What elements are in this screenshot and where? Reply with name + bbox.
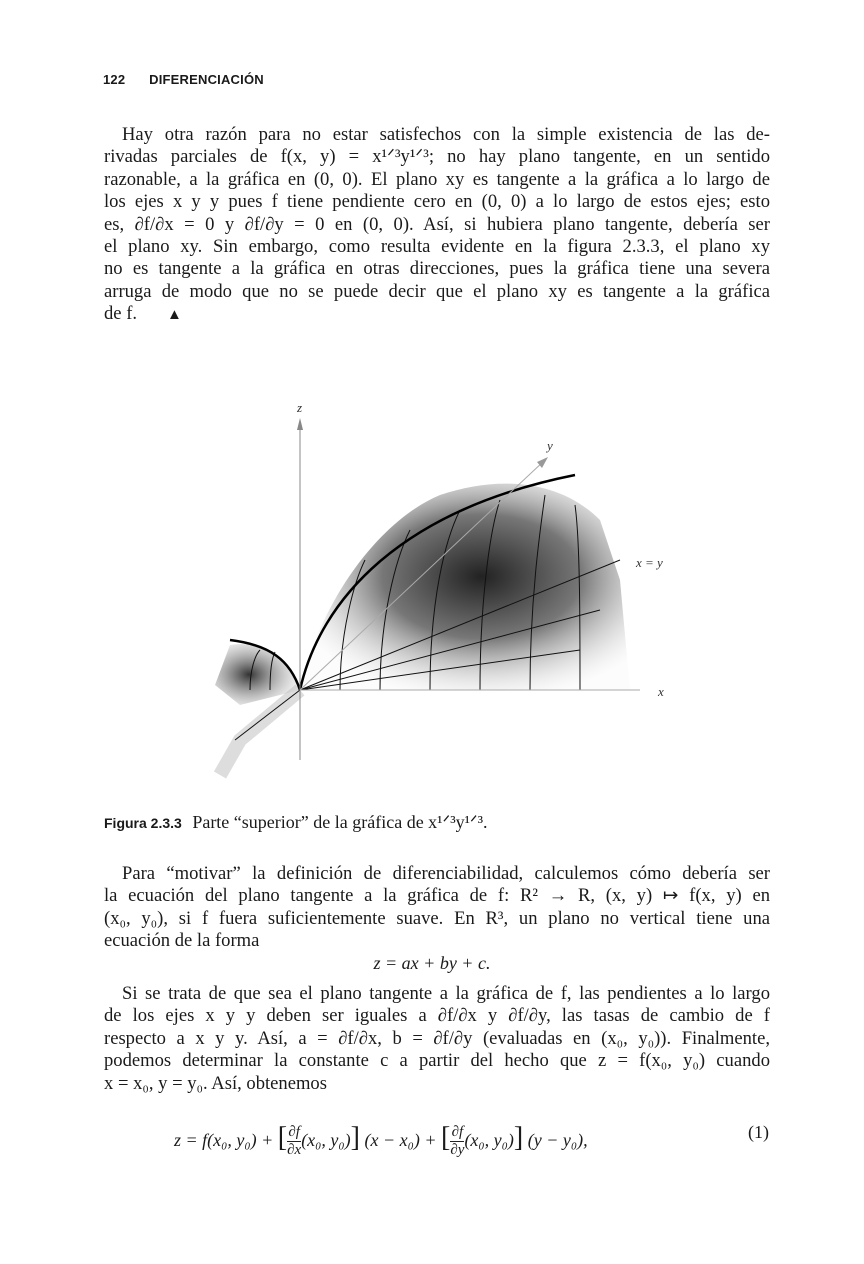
surface-main <box>300 484 630 690</box>
figure-label: Figura 2.3.3 <box>104 815 182 831</box>
end-of-example-mark: ▲ <box>167 307 182 324</box>
eq-lhs: z = f(x₀, y₀) + <box>174 1130 278 1150</box>
text-line: Hay otra razón para no estar satisfechos con la simple existencia de las de- <box>122 124 770 145</box>
running-header <box>103 72 264 87</box>
text-line: la ecuación del plano tangente a la gráfica de f: R² → R, (x, y) ↦ f(x, y) en <box>104 885 770 907</box>
equation-1: z = f(x₀, y₀) + [ $\frac{\partial f}{\partial x}$ (x₀, y₀)] (x − x₀) + [ $\frac{\partial f}{\partial y}$ (x₀, y₀)] (y − y₀), <box>174 1122 588 1159</box>
plane-equation: z = ax + by + c. <box>373 953 491 973</box>
z-axis-label: z <box>297 400 303 415</box>
frac-den: ∂y <box>450 1142 465 1159</box>
eq-factor: (x − x₀) + <box>364 1130 442 1150</box>
figure-2-3-3 <box>180 400 700 780</box>
text-line: es, ∂f/∂x = 0 y ∂f/∂y = 0 en (0, 0). Así, si hubiera plano tangente, debería ser <box>104 213 770 235</box>
page-number: 122 <box>103 72 126 87</box>
text-line: de f. ▲ <box>104 303 770 326</box>
text-line: el plano xy. Sin embargo, como resulta evidente en la figura 2.3.3, el plano xy <box>104 236 770 258</box>
text-line: arruga de modo que no se puede decir que el plano xy es tangente a la gráfica <box>104 280 770 302</box>
diagonal-label: x = y <box>636 555 663 570</box>
text-line: rivadas parciales de f(x, y) = x¹ᐟ³y¹ᐟ³; no hay plano tangente, en un sentido <box>104 146 770 168</box>
text-line: Para “motivar” la definición de diferenciabilidad, calculemos cómo debería ser <box>122 863 770 884</box>
paragraph-3 <box>104 983 770 1095</box>
text-line: ecuación de la forma <box>104 930 260 952</box>
eq-arg: (x₀, y₀) <box>301 1130 351 1150</box>
eq-arg: (x₀, y₀) <box>464 1130 514 1150</box>
frac-num: ∂f <box>451 1124 464 1141</box>
text-line: los ejes x y y pues f tiene pendiente cero en (0, 0) a lo largo de estos ejes; esto <box>104 191 770 213</box>
text-line: respecto a x y y. Así, a = ∂f/∂x, b = ∂f/∂y (evaluadas en (x₀, y₀)). Finalmente, <box>104 1027 770 1049</box>
x-axis-label: x <box>658 684 664 699</box>
text-line: x = x₀, y = y₀. Así, obtenemos <box>104 1072 327 1094</box>
paragraph-2 <box>104 863 770 953</box>
frac-den: ∂x <box>287 1142 302 1159</box>
text-line: podemos determinar la constante c a partir del hecho que z = f(x₀, y₀) cuando <box>104 1050 770 1072</box>
equation-number: (1) <box>748 1122 769 1142</box>
paragraph-1 <box>104 124 770 327</box>
caption-text: Parte “superior” de la gráfica de x¹ᐟ³y¹ᐟ³. <box>192 812 488 832</box>
eq-factor: (y − y₀), <box>527 1130 588 1150</box>
figure-caption <box>104 812 488 833</box>
z-axis-arrow <box>297 418 303 430</box>
text-line: razonable, a la gráfica en (0, 0). El plano xy es tangente a la gráfica a lo largo de <box>104 168 770 190</box>
text-line: no es tangente a la gráfica en otras direcciones, pues la gráfica tiene una severa <box>104 258 770 280</box>
frac-num: ∂f <box>288 1124 300 1141</box>
text-line: (x₀, y₀), si f fuera suficientemente suave. En R³, un plano no vertical tiene una <box>104 907 770 929</box>
chapter-title: DIFERENCIACIÓN <box>149 72 264 87</box>
text-line: Si se trata de que sea el plano tangente a la gráfica de f, las pendientes a lo largo <box>122 983 770 1004</box>
text-line: de los ejes x y y deben ser iguales a ∂f/∂x y ∂f/∂y, las tasas de cambio de f <box>104 1005 770 1027</box>
y-axis-label: y <box>547 438 553 453</box>
